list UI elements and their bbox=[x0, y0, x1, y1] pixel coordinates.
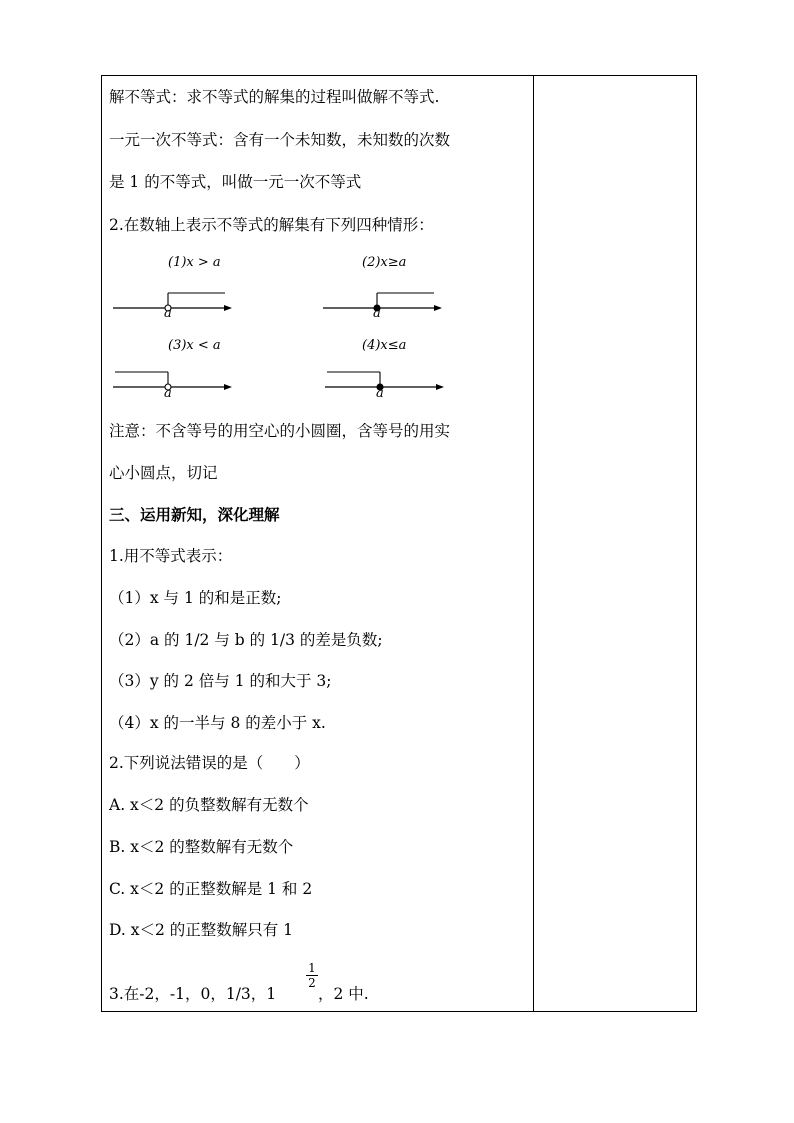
question1-item-2: （2）a 的 1/2 与 b 的 1/3 的差是负数; bbox=[109, 631, 383, 649]
question1-item-1: （1）x 与 1 的和是正数; bbox=[109, 589, 282, 607]
question1-item-4: （4）x 的一半与 8 的差小于 x. bbox=[109, 714, 326, 732]
number-line-caption-1: (1)x > a bbox=[168, 255, 221, 270]
number-line-2 bbox=[320, 285, 445, 320]
note-line1: 注意：不含等号的用空心的小圆圈，含等号的用实 bbox=[109, 422, 451, 440]
definition-linear-inequality-line2: 是 1 的不等式，叫做一元一次不等式 bbox=[109, 173, 362, 191]
point-label-a-2: a bbox=[373, 306, 381, 321]
number-line-intro: 2.在数轴上表示不等式的解集有下列四种情形： bbox=[109, 216, 434, 234]
number-line-caption-2: (2)x≥a bbox=[362, 255, 407, 270]
fraction-numerator: 1 bbox=[308, 961, 316, 975]
column-divider bbox=[533, 75, 534, 1012]
mixed-fraction bbox=[306, 962, 318, 989]
number-line-1 bbox=[110, 285, 235, 320]
fraction-denominator: 2 bbox=[308, 976, 316, 990]
question1-item-3: （3）y 的 2 倍与 1 的和大于 3; bbox=[109, 672, 332, 690]
number-line-caption-3: (3)x < a bbox=[168, 338, 221, 353]
definition-solve-inequality: 解不等式：求不等式的解集的过程叫做解不等式. bbox=[109, 88, 440, 106]
question2-option-b: B. x＜2 的整数解有无数个 bbox=[109, 838, 294, 856]
number-line-4 bbox=[322, 364, 447, 399]
question3-text-before: 3.在-2，-1，0，1/3，1 bbox=[109, 985, 277, 1003]
question2-stem: 2.下列说法错误的是（ ） bbox=[109, 754, 310, 772]
question2-option-c: C. x＜2 的正整数解是 1 和 2 bbox=[109, 880, 313, 898]
point-label-a-4: a bbox=[376, 386, 384, 401]
question2-option-a: A. x＜2 的负整数解有无数个 bbox=[109, 796, 309, 814]
question1-stem: 1.用不等式表示： bbox=[109, 547, 233, 565]
point-label-a-1: a bbox=[164, 306, 172, 321]
point-label-a-3: a bbox=[164, 386, 172, 401]
number-line-caption-4: (4)x≤a bbox=[362, 338, 407, 353]
question2-option-d: D. x＜2 的正整数解只有 1 bbox=[109, 921, 294, 939]
note-line2: 心小圆点，切记 bbox=[109, 464, 218, 482]
section-heading: 三、运用新知，深化理解 bbox=[109, 505, 280, 524]
number-line-3 bbox=[110, 364, 235, 399]
question3-text-after: ，2 中. bbox=[318, 985, 369, 1003]
definition-linear-inequality-line1: 一元一次不等式：含有一个未知数，未知数的次数 bbox=[109, 131, 451, 149]
